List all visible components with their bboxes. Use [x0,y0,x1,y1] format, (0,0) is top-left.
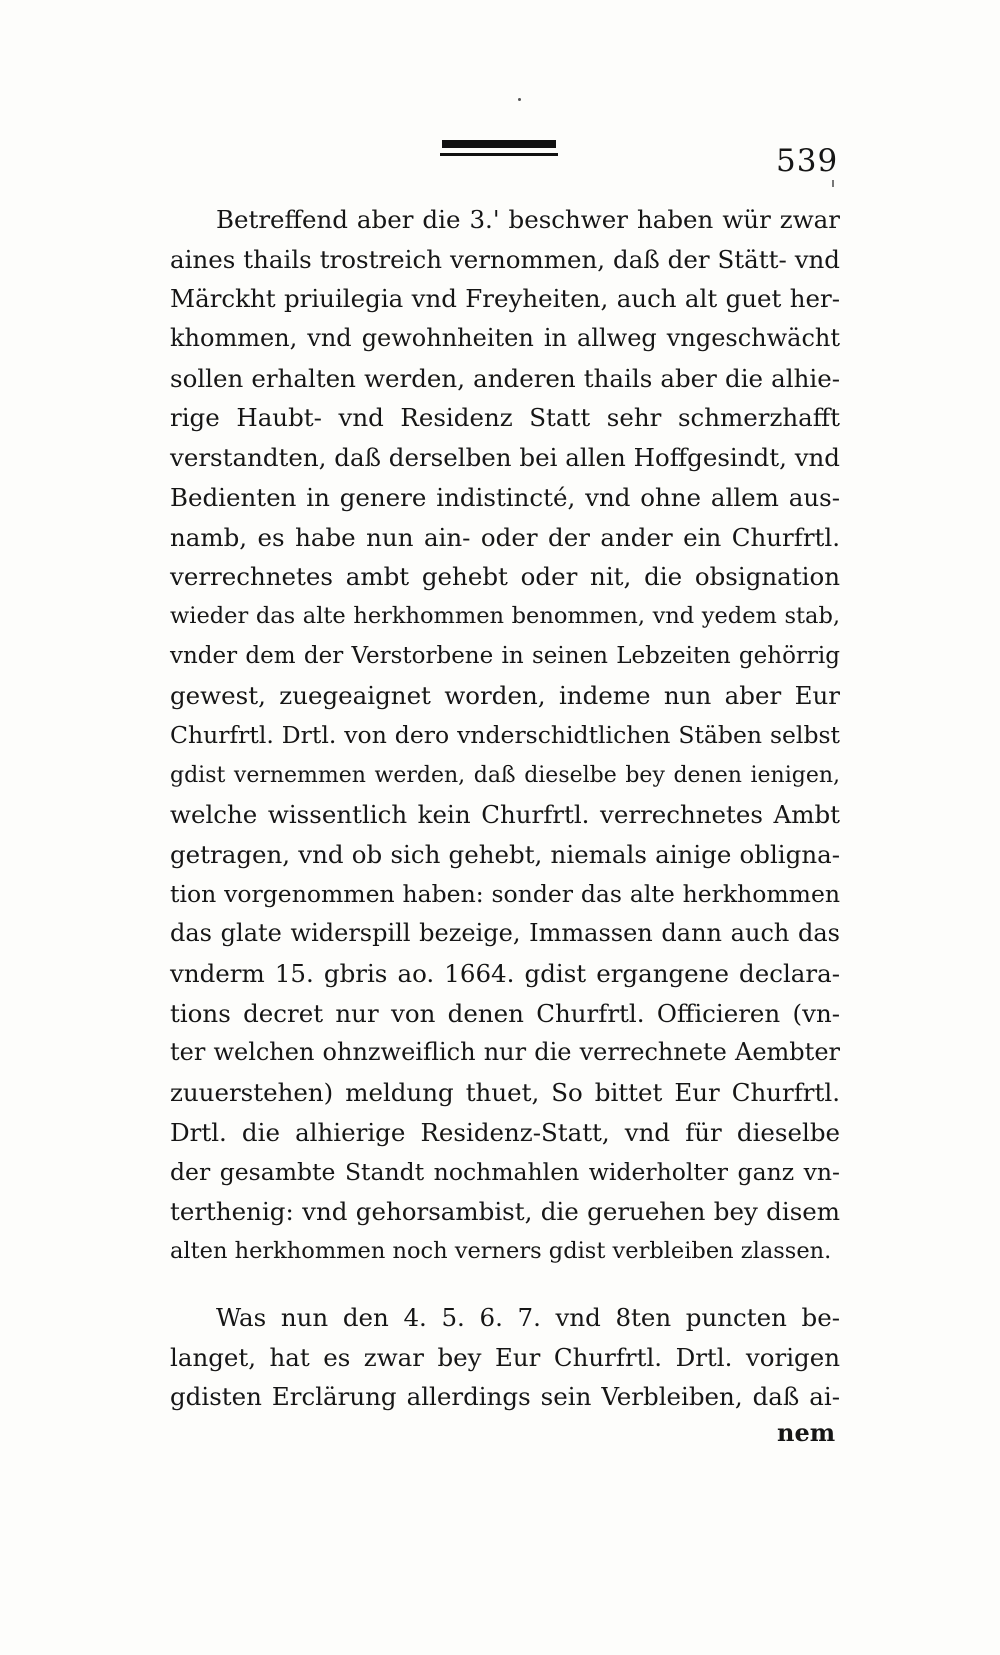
text-line: langet, hat es zwar bey Eur Churfrtl. Drtl. vorigen [170,1342,840,1372]
text-line: vnderm 15. gbris ao. 1664. gdist ergangene declara- [170,959,840,989]
text-line: verrechnetes ambt gehebt oder nit, die obsignation [170,562,840,592]
header-rule-thick [442,140,556,148]
paragraph-2 [170,1298,840,1417]
text-line: getragen, vnd ob sich gehebt, niemals ainige obligna- [170,840,840,869]
page-number: 539 [776,143,839,179]
ink-mark [832,180,834,187]
text-line: rige Haubt- vnd Residenz Statt sehr schmerzhafft [170,403,840,433]
text-line: Betreffend aber die 3.' beschwer haben wür zwar [216,205,840,234]
text-line: aines thails trostreich vernommen, daß der Stätt- vnd [170,244,840,274]
text-line: alten herkhommen noch verners gdist verbleiben zlassen. [170,1237,832,1264]
paragraph-1 [170,200,840,1272]
text-line: ter welchen ohnzweiflich nur die verrechnete Aembter [170,1038,840,1067]
text-line: zuuerstehen) meldung thuet, So bittet Eur Churfrtl. [170,1078,840,1108]
text-line: tion vorgenommen haben: sonder das alte herkhommen [170,879,840,908]
text-line: terthenig: vnd gehorsambist, die geruehen bey disem [170,1197,840,1227]
text-line: tions decret nur von denen Churfrtl. Officieren (vn- [170,998,840,1028]
text-line: gdist vernemmen werden, daß dieselbe bey denen ienigen, [170,762,840,788]
text-line: Bedienten in genere indistincté, vnd ohne allem aus- [170,482,840,512]
text-line: Drtl. die alhierige Residenz-Statt, vnd für dieselbe [170,1117,840,1147]
catchword: nem [777,1418,836,1447]
text-line: vnder dem der Verstorbene in seinen Lebzeiten gehörrig [170,642,840,669]
text-line: Märckht priuilegia vnd Freyheiten, auch alt guet her- [170,284,840,314]
text-line: khommen, vnd gewohnheiten in allweg vngeschwächt [170,324,840,353]
text-line: namb, es habe nun ain- oder der ander ein Churfrtl. [170,522,840,552]
text-line: Churfrtl. Drtl. von dero vnderschidtlichen Stäben selbst [170,720,840,749]
text-line: das glate widerspill bezeige, Immassen dann auch das [170,919,840,948]
text-line: wieder das alte herkhommen benommen, vnd yedem stab, [170,602,840,629]
text-line: verstandten, daß derselben bei allen Hoffgesindt, vnd [170,443,840,473]
header-double-rule [440,140,558,160]
header-rule-thin [440,153,558,156]
text-line: welche wissentlich kein Churfrtl. verrechnetes Ambt [170,800,840,830]
ink-speck [518,98,521,101]
text-line: sollen erhalten werden, anderen thails aber die alhie- [170,363,840,393]
text-line: gewest, zuegeaignet worden, indeme nun aber Eur [170,681,840,711]
text-line: der gesambte Standt nochmahlen widerholter ganz vn- [170,1157,840,1186]
text-line: Was nun den 4. 5. 6. 7. vnd 8ten puncten be- [216,1303,840,1332]
text-line: gdisten Erclärung allerdings sein Verbleiben, daß ai- [170,1382,840,1412]
